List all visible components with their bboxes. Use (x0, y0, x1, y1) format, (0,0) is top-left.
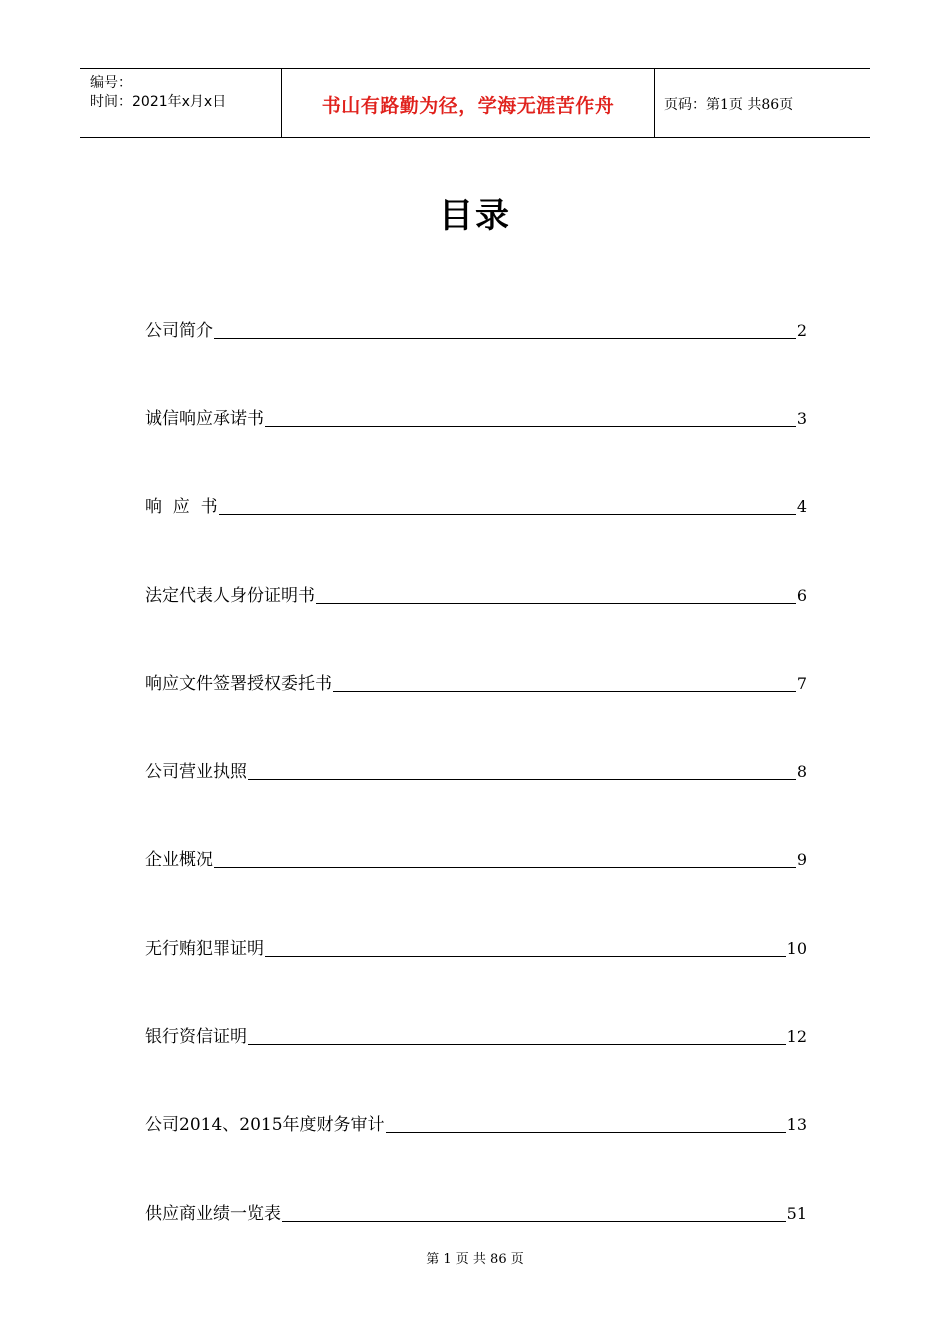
toc-entry-page: 7 (796, 674, 807, 693)
toc-entry-label: 公司2014、2015年度财务审计 (145, 1115, 385, 1135)
header-page-info: 页码：第1页 共86页 (664, 97, 794, 113)
toc-leader-line (248, 778, 796, 780)
toc-entry-label: 诚信响应承诺书 (145, 409, 264, 429)
header-page-cell (655, 69, 870, 137)
toc-entry-page: 9 (796, 850, 807, 869)
toc-entry-page: 6 (796, 586, 807, 605)
toc-entry-label: 响 应 书 (145, 497, 218, 517)
toc-leader-line (219, 513, 796, 515)
toc-entry[interactable] (145, 1112, 807, 1136)
toc-leader-line (214, 337, 796, 339)
toc-entry[interactable] (145, 1024, 807, 1048)
toc-entry-label: 响应文件签署授权委托书 (145, 674, 332, 694)
toc-entry-page: 8 (796, 762, 807, 781)
toc-entry[interactable] (145, 847, 807, 871)
toc-entry[interactable] (145, 583, 807, 607)
toc-leader-line (214, 866, 796, 868)
toc-entry-label: 法定代表人身份证明书 (145, 586, 315, 606)
toc-entry-label: 公司简介 (145, 321, 213, 341)
document-time-label: 时间：2021年x月x日 (90, 94, 227, 110)
toc-entry-page: 13 (786, 1115, 807, 1134)
toc-leader-line (333, 690, 796, 692)
header-motto: 书山有路勤为径，学海无涯苦作舟 (321, 95, 615, 117)
toc-entry[interactable] (145, 406, 807, 430)
toc-entry[interactable] (145, 671, 807, 695)
toc-leader-line (386, 1131, 786, 1133)
toc-entry-label: 无行贿犯罪证明 (145, 939, 264, 959)
toc-entry[interactable] (145, 759, 807, 783)
toc-entry[interactable] (145, 1201, 807, 1225)
page-footer: 第 1 页 共 86 页 (426, 1252, 524, 1267)
toc-entry-label: 公司营业执照 (145, 762, 247, 782)
toc-leader-line (282, 1220, 786, 1222)
document-number-label: 编号： (90, 75, 132, 91)
toc-entry-page: 51 (786, 1204, 807, 1223)
toc-leader-line (248, 1043, 786, 1045)
toc-entry-page: 10 (786, 939, 807, 958)
toc-entry[interactable] (145, 494, 807, 518)
toc-leader-line (265, 955, 786, 957)
toc-leader-line (265, 425, 796, 427)
header-info-cell (80, 69, 282, 137)
header-motto-cell (282, 69, 655, 137)
toc-entry[interactable] (145, 318, 807, 342)
page-header (80, 68, 870, 138)
toc-entry-page: 4 (796, 497, 807, 516)
toc-entry-label: 供应商业绩一览表 (145, 1204, 281, 1224)
toc-entry-label: 银行资信证明 (145, 1027, 247, 1047)
toc-entry-page: 2 (796, 321, 807, 340)
toc-entry-page: 3 (796, 409, 807, 428)
toc-leader-line (316, 602, 796, 604)
toc-entry[interactable] (145, 936, 807, 960)
toc-entry-label: 企业概况 (145, 850, 213, 870)
toc-entry-page: 12 (786, 1027, 807, 1046)
page-title: 目录 (439, 196, 511, 236)
